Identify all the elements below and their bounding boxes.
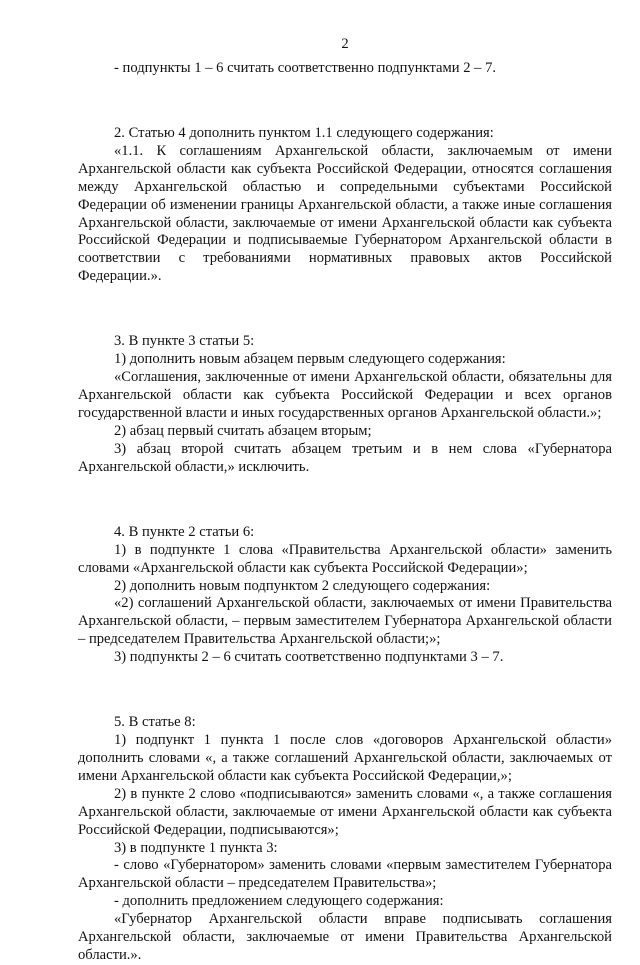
paragraph: 5. В статье 8:: [114, 714, 196, 731]
paragraph: 3) абзац второй считать абзацем третьим и в нем слова «Губернатора Архангельской области,» исключить.: [78, 440, 612, 475]
paragraph: 3. В пункте 3 статьи 5:: [114, 333, 255, 350]
paragraph-gap: [78, 92, 612, 110]
paragraph: 3) подпункты 2 – 6 считать соответственно подпунктами 3 – 7.: [114, 649, 504, 666]
paragraph: 4. В пункте 2 статьи 6:: [114, 523, 255, 540]
paragraph: - слово «Губернатором» заменить словами «первым заместителем Губернатора Архангельской области – председателем Правительства»;: [78, 857, 612, 892]
paragraph: 1) в подпункте 1 слова «Правительства Архангельской области» заменить словами «Архангельской области как субъекта Российской Федерации»;: [78, 541, 612, 576]
paragraph-gap: [78, 682, 612, 700]
paragraph: «2) соглашений Архангельской области, заключаемых от имени Правительства Архангельской области, – первым заместителем Губернатора Архангельской области – председателем Правительства Архангельской области;»;: [78, 595, 612, 648]
paragraph: 3) в подпункте 1 пункта 3:: [114, 839, 278, 856]
paragraph: - дополнить предложением следующего содержания:: [114, 893, 444, 910]
paragraph: 2) абзац первый считать абзацем вторым;: [114, 422, 372, 439]
paragraph-gap: [78, 491, 612, 509]
page-number: 2: [341, 36, 349, 52]
paragraph: «Губернатор Архангельской области вправе подписывать соглашения Архангельской области, заключаемые от имени Правительства Архангельской области.».: [78, 911, 612, 963]
paragraph: 1) дополнить новым абзацем первым следующего содержания:: [114, 351, 506, 368]
document-body: [78, 60, 612, 965]
paragraph: «1.1. К соглашениям Архангельской области, заключаемым от имени Архангельской области как субъекта Российской Федерации, относятся соглашения между Архангельской областью и сопредельными субъектами Российской Федерации об изменении границы Архангельской области, а также иные соглашения Архангельской области, заключаемые от имени Архангельской области как субъекта Российской Федерации и подписываемые Губернатором Архангельской области в соответствии с требованиями нормативных правовых актов Российской Федерации.».: [78, 142, 612, 285]
paragraph: «Соглашения, заключенные от имени Архангельской области, обязательны для Архангельской области как субъекта Российской Федерации и всех органов государственной власти и иных государственных органов Архангельской области.»;: [78, 369, 612, 421]
paragraph: 2) дополнить новым подпунктом 2 следующего содержания:: [114, 577, 491, 594]
paragraph-gap: [78, 301, 612, 319]
paragraph: - подпункты 1 – 6 считать соответственно подпунктами 2 – 7.: [114, 59, 497, 76]
paragraph: 1) подпункт 1 пункта 1 после слов «договоров Архангельской области» дополнить словами «, а также соглашений Архангельской области, заключаемых от имени Архангельской области как субъекта Российской Федерации,»;: [78, 732, 612, 784]
paragraph: 2) в пункте 2 слово «подписываются» заменить словами «, а также соглашения Архангельской области, заключаемые от имени Архангельской области как субъекта Российской Федерации, подписываются»;: [78, 785, 612, 838]
paragraph: 2. Статью 4 дополнить пунктом 1.1 следующего содержания:: [114, 125, 494, 141]
